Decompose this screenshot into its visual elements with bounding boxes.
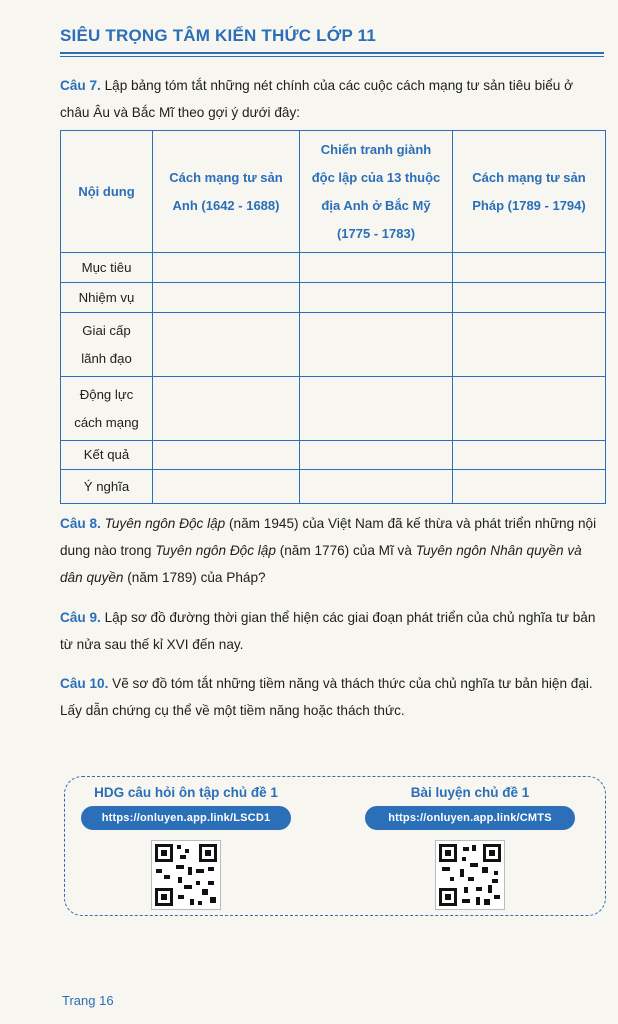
q8-title-fr: Tuyên ngôn Nhân quyền và dân quyền bbox=[60, 543, 582, 585]
row-label: Động lực cách mạng bbox=[61, 377, 153, 441]
qr-right-title: Bài luyện chủ đề 1 bbox=[410, 785, 530, 800]
page-header bbox=[60, 26, 604, 57]
table-row bbox=[61, 253, 606, 283]
qr-left-title: HDG câu hỏi ôn tập chủ đề 1 bbox=[94, 785, 278, 800]
table-row bbox=[61, 377, 606, 441]
header-french-revolution: Cách mạng tư sản Pháp (1789 - 1794) bbox=[453, 131, 606, 253]
question-9-text: Lập sơ đồ đường thời gian thể hiện các giai đoạn phát triển của chủ nghĩa tư bản từ nửa sau thế kỉ XVI đến nay. bbox=[60, 610, 596, 652]
q8-text-b: (năm 1776) của Mĩ và bbox=[275, 543, 416, 558]
qr-code-icon[interactable] bbox=[151, 840, 221, 910]
qr-code-icon[interactable] bbox=[435, 840, 505, 910]
question-8 bbox=[60, 510, 605, 591]
row-label: Ý nghĩa bbox=[61, 470, 153, 504]
question-10-text: Vẽ sơ đồ tóm tắt những tiềm năng và thách thức của chủ nghĩa tư bản hiện đại. Lấy dẫn chứng cụ thể về một tiềm năng hoặc thách thức. bbox=[60, 676, 593, 718]
row-label: Mục tiêu bbox=[61, 253, 153, 283]
summary-table bbox=[60, 130, 606, 504]
question-10-number: Câu 10. bbox=[60, 676, 109, 691]
qr-left-link[interactable]: https://onluyen.app.link/LSCD1 bbox=[81, 806, 291, 830]
table-row bbox=[61, 441, 606, 470]
qr-left bbox=[81, 785, 291, 910]
row-label: Giai cấp lãnh đạo bbox=[61, 313, 153, 377]
q8-title-us: Tuyên ngôn Độc lập bbox=[155, 543, 276, 558]
question-7 bbox=[60, 72, 605, 126]
q8-title-vn: Tuyên ngôn Độc lập bbox=[104, 516, 226, 531]
header-rule bbox=[60, 52, 604, 54]
question-10 bbox=[60, 670, 605, 724]
q8-text-a: (năm 1945) của Việt Nam đã kế thừa và phát triển những nội dung nào trong bbox=[60, 516, 597, 558]
header-english-revolution: Cách mạng tư sản Anh (1642 - 1688) bbox=[153, 131, 300, 253]
header-content: Nội dung bbox=[61, 131, 153, 253]
table-row bbox=[61, 470, 606, 504]
table-row bbox=[61, 283, 606, 313]
header-title: SIÊU TRỌNG TÂM KIẾN THỨC LỚP 11 bbox=[60, 26, 376, 45]
header-american-war: Chiến tranh giành độc lập của 13 thuộc địa Anh ở Bắc Mỹ (1775 - 1783) bbox=[300, 131, 453, 253]
table-header-row bbox=[61, 131, 606, 253]
question-8-number: Câu 8. bbox=[60, 516, 101, 531]
q8-text-c: (năm 1789) của Pháp? bbox=[123, 570, 266, 585]
row-label: Kết quả bbox=[61, 441, 153, 470]
question-7-text: Lập bảng tóm tắt những nét chính của các cuộc cách mạng tư sản tiêu biểu ở châu Âu và Bắc Mĩ theo gợi ý dưới đây: bbox=[60, 78, 574, 120]
row-label: Nhiệm vụ bbox=[61, 283, 153, 313]
question-7-number: Câu 7. bbox=[60, 78, 101, 93]
question-9 bbox=[60, 604, 605, 658]
qr-right-link[interactable]: https://onluyen.app.link/CMTS bbox=[365, 806, 575, 830]
qr-right bbox=[365, 785, 575, 910]
page-number: Trang 16 bbox=[62, 993, 114, 1008]
table-row bbox=[61, 313, 606, 377]
qr-box bbox=[64, 776, 606, 916]
header-rule-thin bbox=[60, 56, 604, 57]
question-9-number: Câu 9. bbox=[60, 610, 101, 625]
